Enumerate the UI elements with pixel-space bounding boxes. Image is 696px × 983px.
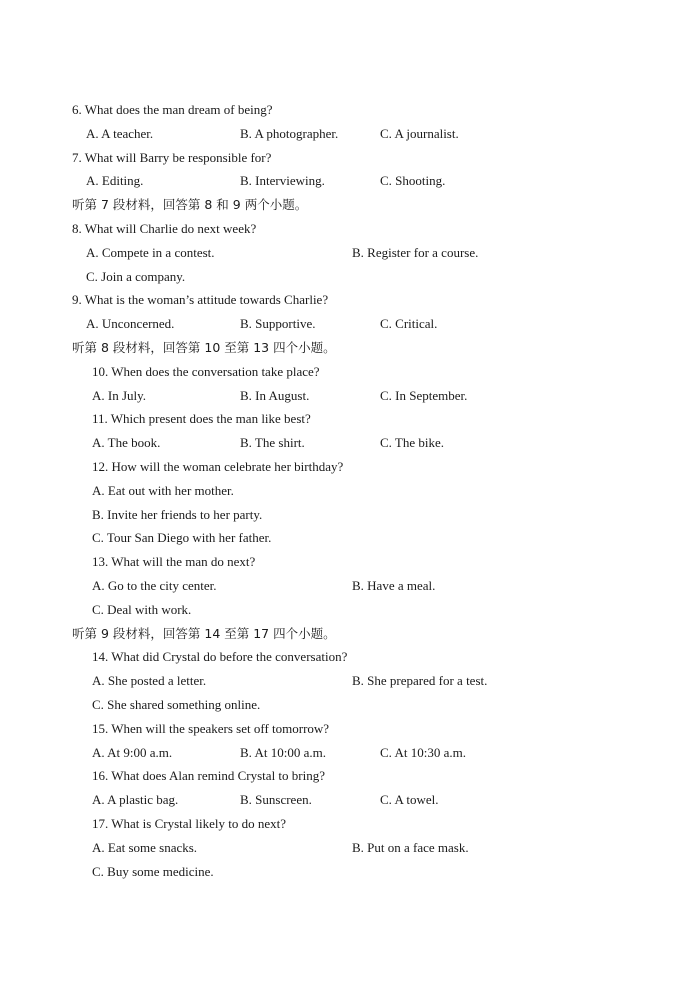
option-b: B. Register for a course. — [352, 244, 479, 260]
option-a: A. Editing. — [86, 173, 144, 189]
option-b: B. Have a meal. — [352, 578, 436, 593]
option-b: B. Invite her friends to her party. — [92, 506, 263, 522]
option-b: B. In August. — [240, 387, 310, 403]
question-text: 17. What is Crystal likely to do next? — [92, 816, 287, 831]
option-a: A. Eat out with her mother. — [92, 482, 234, 498]
option-b: B. She prepared for a test. — [352, 673, 488, 689]
question-text: 15. When will the speakers set off tomorrow? — [92, 720, 330, 736]
option-a: A. She posted a letter. — [92, 673, 207, 689]
option-c: C. Tour San Diego with her father. — [92, 530, 272, 546]
question-text: 12. How will the woman celebrate her birthday? — [92, 459, 344, 474]
option-c: C. Buy some medicine. — [92, 863, 214, 879]
question-text: 13. What will the man do next? — [92, 554, 256, 570]
option-a: A. A plastic bag. — [92, 792, 179, 808]
option-a: A. In July. — [92, 387, 147, 403]
option-b: B. A photographer. — [240, 125, 339, 141]
option-c: C. Critical. — [380, 316, 438, 332]
section-heading: 听第 8 段材料，回答第 10 至第 13 四个小题。 — [72, 340, 336, 355]
option-c: C. She shared something online. — [92, 697, 261, 712]
option-c: C. A towel. — [380, 792, 439, 808]
option-c: C. At 10:30 a.m. — [380, 744, 466, 760]
section-heading: 听第 7 段材料，回答第 8 和 9 两个小题。 — [72, 197, 308, 213]
option-a: A. Go to the city center. — [92, 578, 217, 593]
option-c: C. The bike. — [380, 435, 445, 451]
section-heading: 听第 9 段材料，回答第 14 至第 17 四个小题。 — [72, 625, 336, 641]
option-b: B. The shirt. — [240, 435, 305, 451]
option-a: A. At 9:00 a.m. — [92, 744, 173, 760]
question-text: 14. What did Crystal do before the conversation? — [92, 649, 348, 665]
option-a: A. A teacher. — [86, 125, 154, 141]
option-b: B. At 10:00 a.m. — [240, 744, 326, 760]
option-b: B. Supportive. — [240, 316, 316, 332]
question-text: 11. Which present does the man like best? — [92, 411, 311, 427]
option-a: A. Eat some snacks. — [92, 839, 198, 855]
option-b: B. Interviewing. — [240, 173, 325, 189]
question-text: 10. When does the conversation take place? — [92, 363, 320, 379]
option-b: B. Sunscreen. — [240, 792, 312, 808]
option-c: C. A journalist. — [380, 125, 459, 141]
option-a: A. The book. — [92, 435, 161, 451]
option-c: C. Deal with work. — [92, 601, 192, 617]
option-b: B. Put on a face mask. — [352, 839, 469, 855]
question-text: 7. What will Barry be responsible for? — [72, 149, 272, 165]
option-c: C. Shooting. — [380, 173, 446, 189]
question-text: 16. What does Alan remind Crystal to bring? — [92, 768, 325, 784]
question-text: 6. What does the man dream of being? — [72, 102, 273, 117]
option-a: A. Compete in a contest. — [86, 244, 215, 260]
option-a: A. Unconcerned. — [86, 316, 175, 332]
option-c: C. In September. — [380, 387, 468, 403]
option-c: C. Join a company. — [86, 268, 186, 284]
question-text: 9. What is the woman’s attitude towards Charlie? — [72, 292, 329, 308]
question-text: 8. What will Charlie do next week? — [72, 221, 257, 236]
